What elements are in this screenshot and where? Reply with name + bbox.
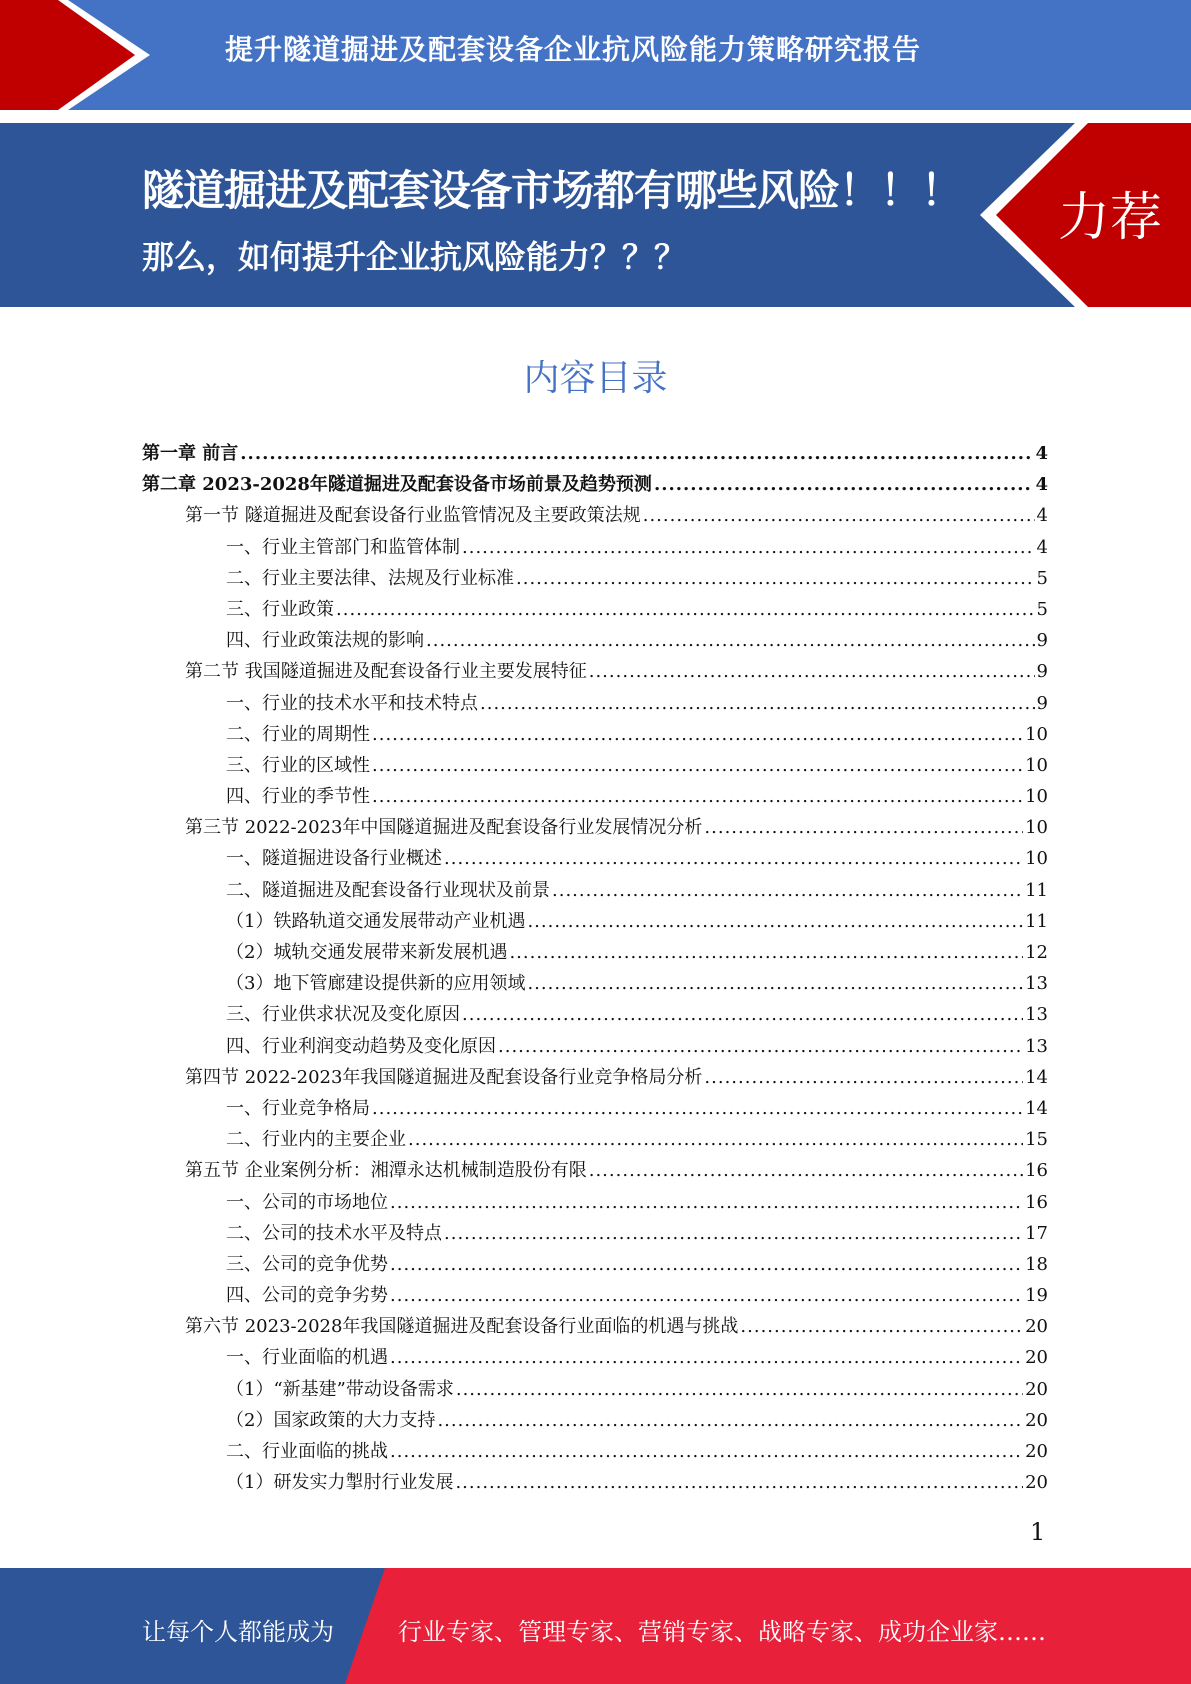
- toc-entry-page: 10: [1025, 786, 1048, 808]
- toc-list: [142, 438, 1048, 1498]
- toc-leader-dots: [704, 812, 1023, 843]
- toc-entry-page: 4: [1035, 443, 1048, 464]
- toc-leader-dots: [372, 1093, 1023, 1124]
- toc-entry-page: 13: [1025, 1004, 1048, 1026]
- toc-entry-page: 20: [1025, 1409, 1048, 1431]
- toc-entry[interactable]: [142, 1405, 1048, 1436]
- toc-leader-dots: [527, 968, 1023, 999]
- toc-entry-page: 9: [1036, 661, 1048, 683]
- toc-leader-dots: [480, 688, 1035, 719]
- toc-leader-dots: [372, 719, 1023, 750]
- toc-entry-page: 9: [1036, 692, 1048, 714]
- toc-entry-title: 三、行业政策: [226, 598, 334, 620]
- toc-leader-dots: [372, 750, 1023, 781]
- toc-entry-page: 19: [1025, 1285, 1048, 1307]
- toc-leader-dots: [456, 1374, 1023, 1405]
- toc-entry[interactable]: [142, 719, 1048, 750]
- toc-entry[interactable]: [142, 1374, 1048, 1405]
- toc-entry[interactable]: [142, 968, 1048, 999]
- page-number: 1: [1030, 1518, 1046, 1546]
- toc-entry-page: 10: [1025, 754, 1048, 776]
- toc-title: 内容目录: [523, 358, 668, 399]
- toc-leader-dots: [437, 1405, 1023, 1436]
- toc-entry[interactable]: [142, 999, 1048, 1030]
- toc-entry[interactable]: [142, 781, 1048, 812]
- toc-entry-title: 二、行业内的主要企业: [226, 1129, 406, 1151]
- toc-entry-page: 13: [1025, 973, 1048, 995]
- toc-entry-page: 4: [1036, 536, 1048, 558]
- toc-entry-page: 16: [1025, 1191, 1048, 1213]
- toc-entry[interactable]: [142, 750, 1048, 781]
- toc-entry-page: 13: [1025, 1035, 1048, 1057]
- toc-leader-dots: [444, 843, 1023, 874]
- headline: 隧道掘进及配套设备市场都有哪些风险！！！: [142, 166, 963, 215]
- toc-entry-page: 18: [1025, 1253, 1048, 1275]
- toc-entry[interactable]: [142, 1467, 1048, 1498]
- toc-entry-page: 4: [1035, 474, 1048, 496]
- toc-entry[interactable]: [142, 500, 1048, 531]
- toc-leader-dots: [589, 1155, 1023, 1186]
- toc-entry[interactable]: [142, 875, 1048, 906]
- toc-entry-page: 14: [1025, 1097, 1048, 1119]
- toc-entry-page: 11: [1025, 910, 1048, 932]
- badge-text: 力荐: [1058, 188, 1163, 248]
- toc-entry-page: 20: [1025, 1441, 1048, 1462]
- toc-leader-dots: [455, 1467, 1023, 1498]
- toc-entry-title: 一、行业竞争格局: [226, 1097, 370, 1119]
- toc-entry-title: 二、隧道掘进及配套设备行业现状及前景: [226, 879, 550, 901]
- toc-entry-page: 14: [1025, 1066, 1048, 1088]
- toc-entry-page: 5: [1036, 598, 1048, 620]
- toc-entry[interactable]: [142, 1280, 1048, 1311]
- toc-entry-title: 二、行业主要法律、法规及行业标准: [226, 567, 514, 589]
- toc-entry-title: 二、行业面临的挑战: [226, 1441, 388, 1462]
- footer-slogan-left: 让每个人都能成为: [142, 1618, 334, 1646]
- toc-entry-page: 9: [1036, 630, 1048, 652]
- toc-entry-title: 一、行业主管部门和监管体制: [226, 536, 460, 558]
- toc-entry-title: （3）地下管廊建设提供新的应用领域: [226, 973, 526, 995]
- toc-leader-dots: [740, 1311, 1023, 1342]
- toc-leader-dots: [509, 937, 1023, 968]
- toc-entry-title: 四、公司的竞争劣势: [226, 1285, 388, 1307]
- toc-leader-dots: [462, 532, 1035, 563]
- toc-leader-dots: [390, 1280, 1023, 1311]
- toc-entry-title: 四、行业的季节性: [226, 786, 370, 808]
- toc-entry[interactable]: [142, 937, 1048, 968]
- toc-leader-dots: [527, 906, 1023, 937]
- toc-entry-title: 四、行业利润变动趋势及变化原因: [226, 1035, 496, 1057]
- toc-leader-dots: [704, 1062, 1023, 1093]
- toc-entry-page: 15: [1025, 1129, 1048, 1151]
- toc-entry-title: （1）研发实力掣肘行业发展: [226, 1472, 454, 1494]
- toc-entry-title: 第四节 2022-2023年我国隧道掘进及配套设备行业竞争格局分析: [185, 1066, 703, 1088]
- toc-entry[interactable]: [142, 563, 1048, 594]
- toc-entry[interactable]: [142, 688, 1048, 719]
- footer-slogan-right: 行业专家、管理专家、营销专家、战略专家、成功企业家……: [398, 1618, 1046, 1646]
- toc-leader-dots: [390, 1187, 1023, 1218]
- toc-entry-title: 第二节 我国隧道掘进及配套设备行业主要发展特征: [185, 661, 587, 683]
- toc-entry-title: 一、行业面临的机遇: [226, 1347, 388, 1369]
- toc-entry-page: 10: [1025, 817, 1048, 839]
- toc-entry-title: 第六节 2023-2028年我国隧道掘进及配套设备行业面临的机遇与挑战: [185, 1316, 739, 1338]
- toc-entry[interactable]: [142, 656, 1048, 687]
- toc-entry-title: 第一章 前言: [142, 443, 239, 464]
- toc-entry-page: 10: [1025, 848, 1048, 870]
- toc-entry-title: 一、公司的市场地位: [226, 1191, 388, 1213]
- toc-entry[interactable]: [142, 532, 1048, 563]
- toc-entry-title: 三、行业供求状况及变化原因: [226, 1004, 460, 1026]
- toc-entry[interactable]: [142, 1093, 1048, 1124]
- toc-entry-title: （2）国家政策的大力支持: [226, 1409, 436, 1431]
- toc-entry[interactable]: [142, 1436, 1048, 1467]
- toc-entry[interactable]: [142, 906, 1048, 937]
- toc-entry-title: （2）城轨交通发展带来新发展机遇: [226, 942, 508, 963]
- toc-entry[interactable]: [142, 812, 1048, 843]
- toc-entry[interactable]: [142, 438, 1048, 469]
- toc-entry[interactable]: [142, 469, 1048, 500]
- toc-leader-dots: [390, 1436, 1023, 1467]
- toc-entry-title: （1）铁路轨道交通发展带动产业机遇: [226, 910, 526, 932]
- toc-leader-dots: [426, 625, 1035, 656]
- toc-entry[interactable]: [142, 1155, 1048, 1186]
- toc-leader-dots: [372, 781, 1023, 812]
- toc-entry[interactable]: [142, 1342, 1048, 1373]
- toc-entry-page: 5: [1036, 567, 1048, 589]
- toc-entry-title: 三、公司的竞争优势: [226, 1253, 388, 1275]
- toc-entry-page: 16: [1025, 1160, 1048, 1182]
- toc-entry[interactable]: [142, 1062, 1048, 1093]
- toc-entry[interactable]: [142, 1311, 1048, 1342]
- toc-entry-page: 20: [1025, 1347, 1048, 1369]
- red-arrow-decoration: [0, 0, 150, 110]
- toc-leader-dots: [654, 469, 1034, 500]
- toc-entry-title: 第二章 2023-2028年隧道掘进及配套设备市场前景及趋势预测: [142, 474, 652, 496]
- toc-entry-title: 四、行业政策法规的影响: [226, 630, 424, 652]
- toc-entry-title: （1）“新基建”带动设备需求: [226, 1378, 454, 1400]
- toc-entry-page: 12: [1025, 942, 1048, 963]
- toc-entry-page: 11: [1025, 879, 1048, 901]
- toc-leader-dots: [390, 1342, 1023, 1373]
- toc-entry-title: 第三节 2022-2023年中国隧道掘进及配套设备行业发展情况分析: [185, 817, 703, 839]
- toc-entry[interactable]: [142, 1187, 1048, 1218]
- toc-entry[interactable]: [142, 1031, 1048, 1062]
- toc-leader-dots: [240, 438, 1033, 469]
- toc-entry-page: 20: [1025, 1472, 1048, 1494]
- toc-entry-title: 第一节 隧道掘进及配套设备行业监管情况及主要政策法规: [185, 505, 641, 527]
- toc-leader-dots: [336, 594, 1035, 625]
- toc-entry-title: 一、隧道掘进设备行业概述: [226, 848, 442, 870]
- toc-leader-dots: [516, 563, 1035, 594]
- toc-leader-dots: [462, 999, 1023, 1030]
- toc-entry-title: 二、公司的技术水平及特点: [226, 1222, 442, 1244]
- toc-entry[interactable]: [142, 1218, 1048, 1249]
- toc-leader-dots: [498, 1031, 1023, 1062]
- toc-entry-title: 一、行业的技术水平和技术特点: [226, 692, 478, 714]
- toc-leader-dots: [444, 1218, 1023, 1249]
- toc-entry[interactable]: [142, 625, 1048, 656]
- toc-entry[interactable]: [142, 1124, 1048, 1155]
- toc-entry-page: 20: [1025, 1316, 1048, 1338]
- toc-entry[interactable]: [142, 594, 1048, 625]
- toc-entry-page: 4: [1036, 505, 1048, 527]
- toc-leader-dots: [408, 1124, 1023, 1155]
- toc-entry[interactable]: [142, 843, 1048, 874]
- toc-entry-page: 17: [1025, 1222, 1048, 1244]
- toc-entry[interactable]: [142, 1249, 1048, 1280]
- toc-entry-page: 10: [1025, 723, 1048, 745]
- toc-leader-dots: [589, 656, 1035, 687]
- toc-entry-title: 第五节 企业案例分析：湘潭永达机械制造股份有限: [185, 1160, 587, 1182]
- toc-leader-dots: [390, 1249, 1023, 1280]
- subheadline: 那么，如何提升企业抗风险能力？？？: [142, 238, 687, 276]
- toc-leader-dots: [552, 875, 1023, 906]
- toc-entry-title: 三、行业的区域性: [226, 754, 370, 776]
- report-title: 提升隧道掘进及配套设备企业抗风险能力策略研究报告: [225, 33, 922, 66]
- toc-leader-dots: [643, 500, 1035, 531]
- toc-entry-page: 20: [1025, 1378, 1048, 1400]
- toc-entry-title: 二、行业的周期性: [226, 723, 370, 745]
